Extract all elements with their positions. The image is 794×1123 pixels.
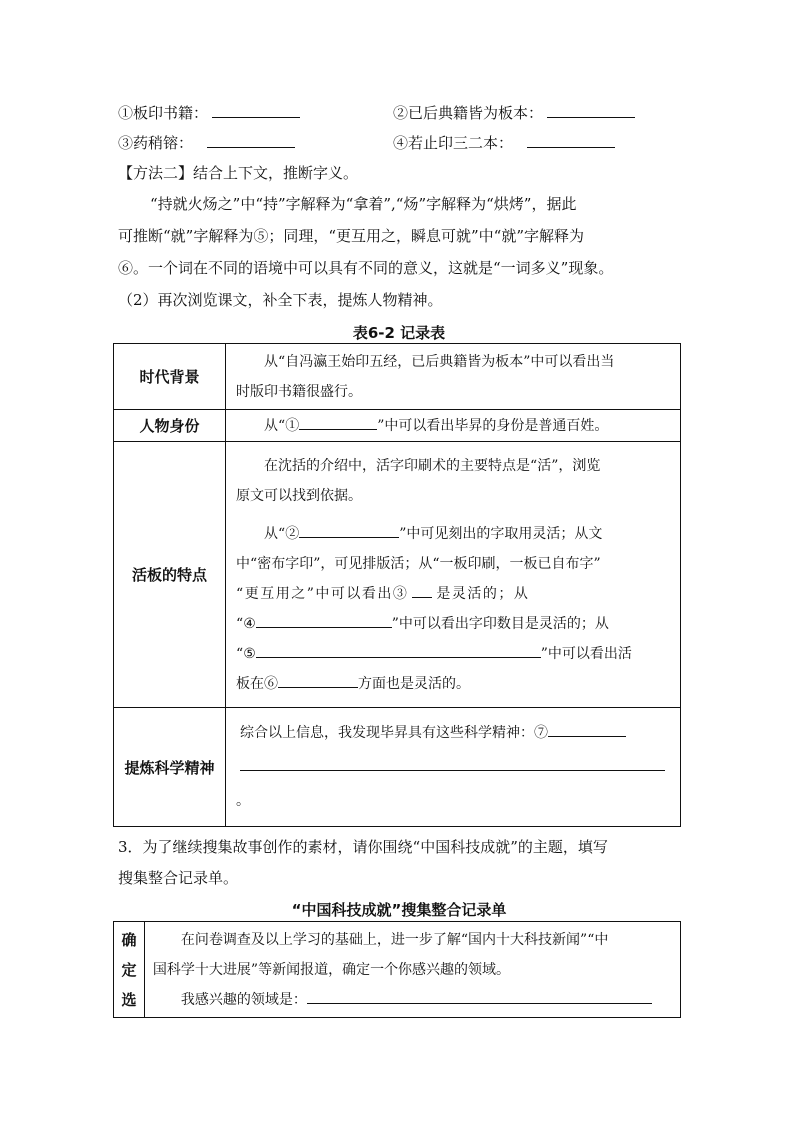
row3-head: 活板的特点 [114,442,226,708]
row1-head: 时代背景 [114,344,226,410]
item4-label: ④若止印三二本： [393,134,514,152]
item4 [393,133,615,153]
row2-pre: 从“① [264,417,300,434]
collection-head-2: 定 [121,960,137,979]
row3-l6-post: 方面也是灵活的。 [358,675,471,692]
para-line-3: ⑥。一个词在不同的语境中可以具有不同的意义，这就是“一词多义”现象。 [118,259,614,277]
item1-blank[interactable] [212,103,300,118]
row2-post: ”中可以看出毕昇的身份是普通百姓。 [377,417,609,434]
row4-line-3: 。 [236,793,251,809]
row3-para1-line-1: 在沈括的介绍中，活字印刷术的主要特点是“活”，浏览 [264,457,601,474]
question-2-line: （2）再次浏览课文，补全下表，提炼人物精神。 [118,291,443,309]
item2-blank[interactable] [547,103,635,118]
item3 [118,133,295,153]
row2-blank-1[interactable] [299,415,377,430]
row4-line-1: 综合以上信息，我发现毕昇具有这些科学精神：⑦ [240,725,549,741]
row-features [114,442,681,708]
collection-table [113,921,681,1018]
row4-blank-7[interactable] [548,722,626,737]
row3-blank-2[interactable] [299,523,399,538]
row3-l3-pre: “更互用之”中可以看出③ [236,585,409,602]
row3-l6-pre: 板在⑥ [236,675,279,692]
collection-line-2: 国科学十大进展”等新闻报道，确定一个你感兴趣的领域。 [152,961,511,978]
row3-blank-3[interactable] [412,583,432,598]
row3-l5-pre: “⑤ [236,645,256,662]
row1-line-1: 从“自冯瀛王始印五经，已后典籍皆为板本”中可以看出当 [264,353,615,370]
row3-para1-line-2: 原文可以找到依据。 [236,487,363,504]
row4-head: 提炼科学精神 [114,708,226,827]
row3-blank-5[interactable] [256,643,541,658]
collection-line-3: 我感兴趣的领域是： [180,991,307,1008]
collection-head-1: 确 [121,930,137,949]
item4-blank[interactable] [527,133,615,148]
row3-blank-6[interactable] [278,673,358,688]
method2-line: 【方法二】结合上下文，推断字义。 [118,164,359,182]
row1-line-2: 时版印书籍很盛行。 [236,383,363,400]
row3-l3-post: 是灵活的；从 [436,585,530,602]
collection-row-determine [114,922,681,1018]
item1 [118,103,300,123]
para-line-1: “持就火炀之”中“持”字解释为“拿着”,“炀”字解释为“烘烤”，据此 [150,195,577,213]
collection-line-1: 在问卷调查及以上学习的基础上，进一步了解“国内十大科技新闻”“中 [180,931,609,948]
row4-blank-7-continued[interactable] [240,756,665,771]
record-table [113,343,681,827]
row-scientific-spirit [114,708,681,827]
row-identity [114,410,681,442]
para-line-2: 可推断“就”字解释为⑤；同理，“更互用之，瞬息可就”中“就”字解释为 [118,227,585,245]
row3-l4-post: ”中可以看出字印数目是灵活的；从 [391,615,609,632]
question-3-line-2: 搜集整合记录单。 [118,869,239,887]
item2-label: ②已后典籍皆为板本： [393,104,544,122]
question-3-line-1: 3．为了继续搜集故事创作的素材，请你围绕“中国科技成就”的主题，填写 [118,838,608,856]
item3-label: ③药稍镕： [118,134,194,152]
row2-head: 人物身份 [114,410,226,442]
table1-title: 表6-2 记录表 [352,324,446,342]
row3-blank-4[interactable] [256,613,392,628]
row3-l4-pre: “④ [236,615,256,632]
collection-head-3: 选 [121,990,137,1009]
row3-l1-post: ”中可见刻出的字取用灵活；从文 [399,525,603,542]
item1-label: ①板印书籍： [118,104,209,122]
item2 [393,103,635,123]
row3-l5-post: ”中可以看出活 [540,645,632,662]
row3-line-2: 中“密布字印”，可见排版活；从“一板印刷，一板已自布字” [236,555,601,572]
row3-l1-pre: 从“② [264,525,300,542]
interest-field-blank[interactable] [307,989,652,1004]
row-era-background [114,344,681,410]
item3-blank[interactable] [207,133,295,148]
table2-title: “中国科技成就”搜集整合记录单 [291,901,507,919]
